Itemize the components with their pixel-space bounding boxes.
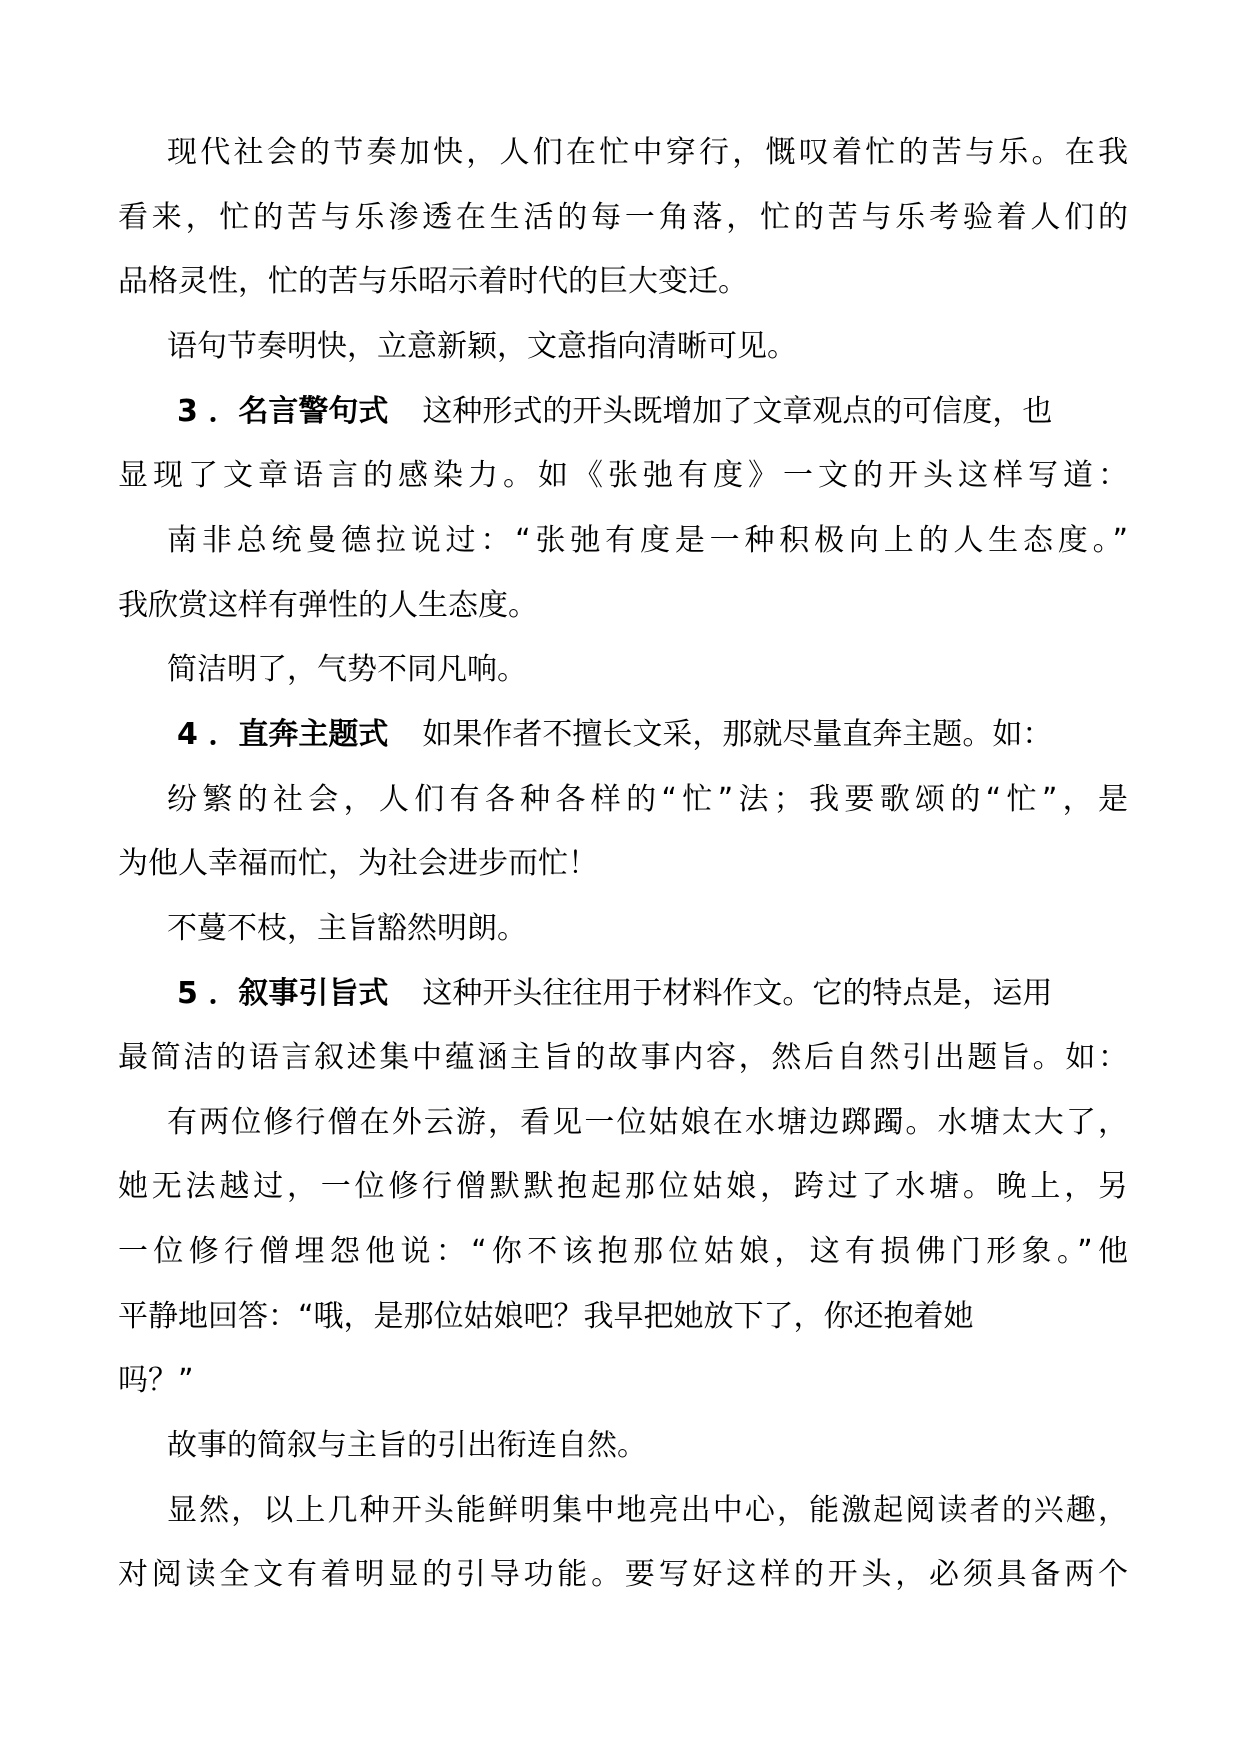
section-heading-4 (167, 711, 1128, 759)
body-line: 纷繁的社会，人们有各种各样的“忙”法；我要歌颂的“忙”，是 (167, 782, 1128, 817)
body-line: 她无法越过，一位修行僧默默抱起那位姑娘，跨过了水塘。晚上，另 (118, 1169, 1128, 1204)
section-heading-3 (167, 388, 1128, 436)
heading-label: 5 ．叙事引旨式 (177, 976, 389, 1011)
body-line: 平静地回答：“哦，是那位姑娘吧？我早把她放下了，你还抱着她 (118, 1299, 974, 1334)
body-line: 吗？” (118, 1363, 194, 1398)
heading-label: 3 ．名言警句式 (177, 394, 389, 429)
body-line: 语句节奏明快，立意新颖，文意指向清晰可见。 (167, 329, 797, 364)
body-line: 最简洁的语言叙述集中蕴涵主旨的故事内容，然后自然引出题旨。如： (118, 1040, 1128, 1075)
section-heading-5 (167, 970, 1128, 1018)
heading-text: 如果作者不擅长文采，那就尽量直奔主题。如： (422, 717, 1053, 752)
body-line: 为他人幸福而忙，为社会进步而忙！ (118, 846, 598, 881)
body-line: 一位修行僧埋怨他说：“你不该抱那位姑娘，这有损佛门形象。”他 (118, 1234, 1128, 1269)
body-line: 简洁明了，气势不同凡响。 (167, 652, 527, 687)
body-line: 显然，以上几种开头能鲜明集中地亮出中心，能激起阅读者的兴趣， (167, 1493, 1128, 1528)
heading-text: 这种形式的开头既增加了文章观点的可信度，也 (422, 394, 1053, 429)
body-line: 现代社会的节奏加快，人们在忙中穿行，慨叹着忙的苦与乐。在我 (167, 135, 1128, 170)
body-line: 有两位修行僧在外云游，看见一位姑娘在水塘边踯躅。水塘太大了， (167, 1105, 1128, 1140)
body-line: 显现了文章语言的感染力。如《张弛有度》一文的开头这样写道： (118, 458, 1128, 493)
body-line: 故事的简叙与主旨的引出衔连自然。 (167, 1428, 647, 1463)
body-line: 我欣赏这样有弹性的人生态度。 (118, 588, 538, 623)
body-line: 品格灵性，忙的苦与乐昭示着时代的巨大变迁。 (118, 264, 748, 299)
body-line: 对阅读全文有着明显的引导功能。要写好这样的开头，必须具备两个 (118, 1557, 1128, 1592)
heading-text: 这种开头往往用于材料作文。它的特点是，运用 (422, 976, 1053, 1011)
body-line: 看来，忙的苦与乐渗透在生活的每一角落，忙的苦与乐考验着人们的 (118, 200, 1128, 235)
body-line: 不蔓不枝，主旨豁然明朗。 (167, 911, 527, 946)
body-line: 南非总统曼德拉说过：“张弛有度是一种积极向上的人生态度。” (167, 523, 1128, 558)
heading-label: 4 ．直奔主题式 (177, 717, 389, 752)
